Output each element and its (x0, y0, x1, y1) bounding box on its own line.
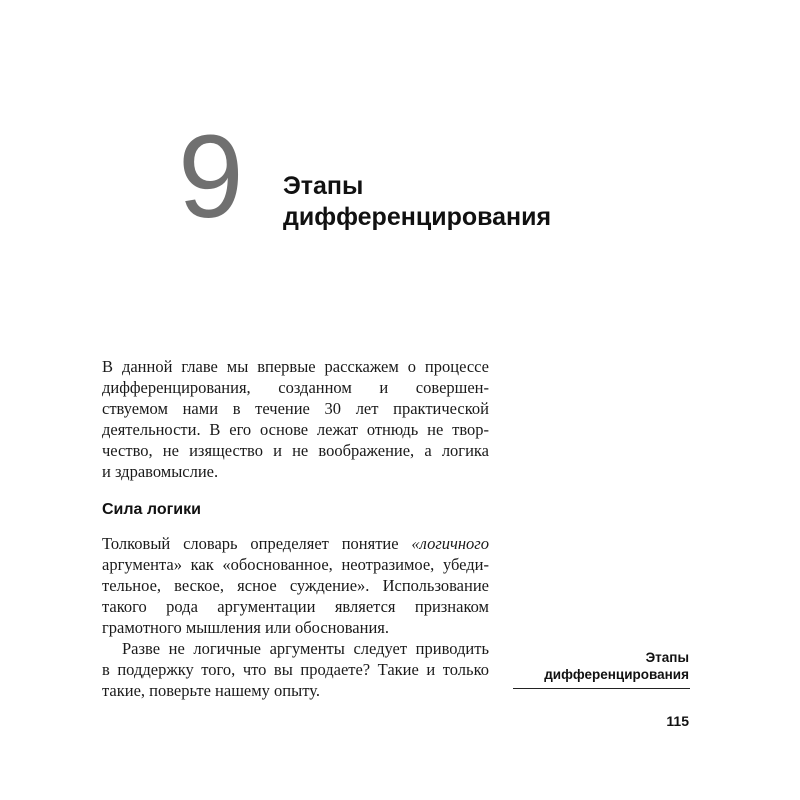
section-line: в поддержку того, что вы продаете? Такие и только (102, 660, 489, 679)
section-body (102, 533, 489, 701)
intro-line: ствуемом нами в течение 30 лет практической (102, 399, 489, 418)
section-line: грамотного мышления или обоснования. (102, 618, 390, 637)
running-head (544, 649, 689, 683)
section-line: такие, поверьте нашему опыту. (102, 681, 320, 700)
section-line (102, 533, 489, 554)
section-line: аргумента» как «обоснованное, неотразимое, убеди- (102, 555, 489, 574)
intro-line: дифференцирования, созданном и совершен- (102, 378, 489, 397)
italic-term: «логичного (411, 534, 489, 553)
section-line-text: Толковый словарь определяет понятие (102, 534, 412, 553)
chapter-title-line-1: Этапы (283, 172, 364, 200)
section-line: Разве не логичные аргументы следует приводить (122, 639, 489, 658)
running-head-line-1: Этапы (645, 650, 689, 665)
chapter-title (283, 171, 551, 233)
section-line: тельное, веское, ясное суждение». Использование (102, 576, 489, 595)
page-number: 115 (666, 713, 689, 729)
intro-line: чество, не изящество и не воображение, а логика (102, 441, 489, 460)
section-heading: Сила логики (102, 501, 201, 518)
running-head-rule (513, 688, 690, 689)
chapter-title-line-2: дифференцирования (283, 203, 552, 231)
section-line: такого рода аргументации является признаком (102, 597, 489, 616)
intro-paragraph (102, 356, 489, 482)
intro-line: и здравомыслие. (102, 462, 219, 481)
intro-line: деятельности. В его основе лежат отнюдь не твор- (102, 420, 489, 439)
intro-line: В данной главе мы впервые расскажем о процессе (102, 357, 489, 376)
chapter-number: 9 (178, 111, 242, 243)
running-head-line-2: дифференцирования (544, 667, 689, 682)
